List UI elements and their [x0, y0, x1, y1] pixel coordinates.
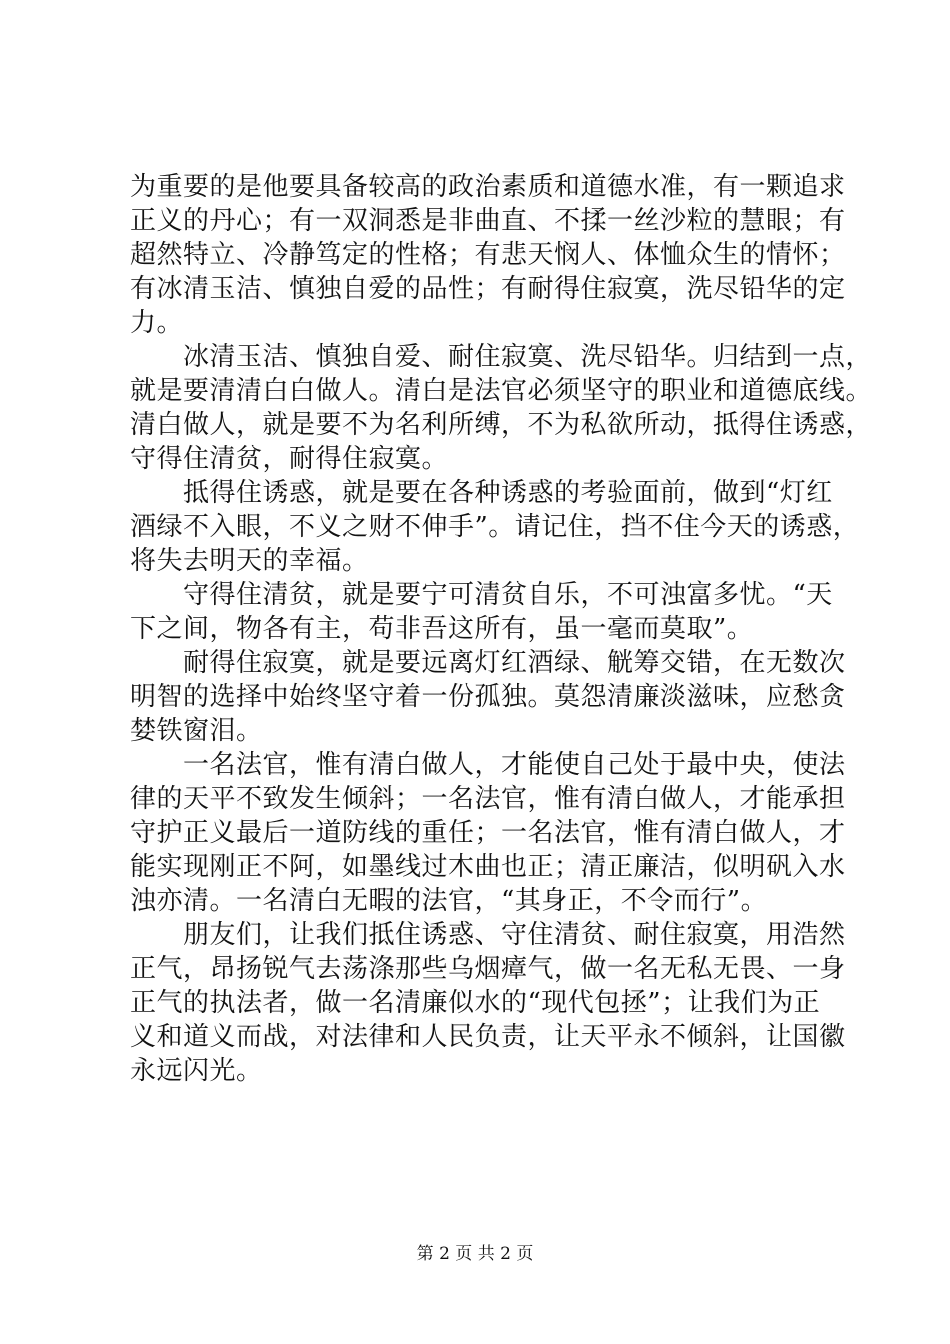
text-line: 朋友们，让我们抵住诱惑、守住清贫、耐住寂寞，用浩然: [130, 920, 846, 950]
text-line: 婪铁窗泪。: [130, 716, 263, 746]
text-line: 有冰清玉洁、慎独自爱的品性；有耐得住寂寞，洗尽铅华的定: [130, 274, 846, 304]
document-body: [130, 170, 873, 1088]
text-line: 超然特立、冷静笃定的性格；有悲天悯人、体恤众生的情怀；: [130, 240, 846, 270]
text-line: 耐得住寂寞，就是要远离灯红酒绿、觥筹交错，在无数次: [130, 648, 846, 678]
text-line: 能实现刚正不阿，如墨线过木曲也正；清正廉洁，似明矾入水: [130, 852, 846, 882]
text-line: 明智的选择中始终坚守着一份孤独。莫怨清廉淡滋味，应愁贪: [130, 682, 846, 712]
text-line: 将失去明天的幸福。: [130, 546, 369, 576]
text-line: 清白做人，就是要不为名利所缚，不为私欲所动，抵得住诱惑，: [130, 410, 873, 440]
text-line: 义和道义而战，对法律和人民负责，让天平永不倾斜，让国徽: [130, 1022, 846, 1052]
text-line: 冰清玉洁、慎独自爱、耐住寂寞、洗尽铅华。归结到一点，: [130, 342, 873, 372]
text-line: 抵得住诱惑，就是要在各种诱惑的考验面前，做到“灯红: [130, 478, 833, 508]
text-line: 酒绿不入眼，不义之财不伸手”。请记住，挡不住今天的诱惑，: [130, 512, 860, 542]
text-line: 正义的丹心；有一双洞悉是非曲直、不揉一丝沙粒的慧眼；有: [130, 206, 846, 236]
text-line: 守得住清贫，耐得住寂寞。: [130, 444, 449, 474]
text-line: 正气，昂扬锐气去荡涤那些乌烟瘴气，做一名无私无畏、一身: [130, 954, 846, 984]
text-line: 浊亦清。一名清白无暇的法官，“其身正，不令而行”。: [130, 886, 768, 916]
text-line: 律的天平不致发生倾斜；一名法官，惟有清白做人，才能承担: [130, 784, 846, 814]
page-number-footer: 第 2 页 共 2 页: [416, 1244, 534, 1264]
text-line: 正气的执法者，做一名清廉似水的“现代包拯”；让我们为正: [130, 988, 821, 1018]
text-line: 永远闪光。: [130, 1056, 263, 1086]
text-line: 下之间，物各有主，苟非吾这所有，虽一毫而莫取”。: [130, 614, 754, 644]
text-line: 就是要清清白白做人。清白是法官必须坚守的职业和道德底线。: [130, 376, 873, 406]
text-line: 力。: [130, 308, 184, 338]
text-line: 守护正义最后一道防线的重任；一名法官，惟有清白做人，才: [130, 818, 846, 848]
text-line: 为重要的是他要具备较高的政治素质和道德水准，有一颗追求: [130, 172, 846, 202]
text-line: 守得住清贫，就是要宁可清贫自乐，不可浊富多忧。“天: [130, 580, 833, 610]
text-line: 一名法官，惟有清白做人，才能使自己处于最中央，使法: [130, 750, 846, 780]
